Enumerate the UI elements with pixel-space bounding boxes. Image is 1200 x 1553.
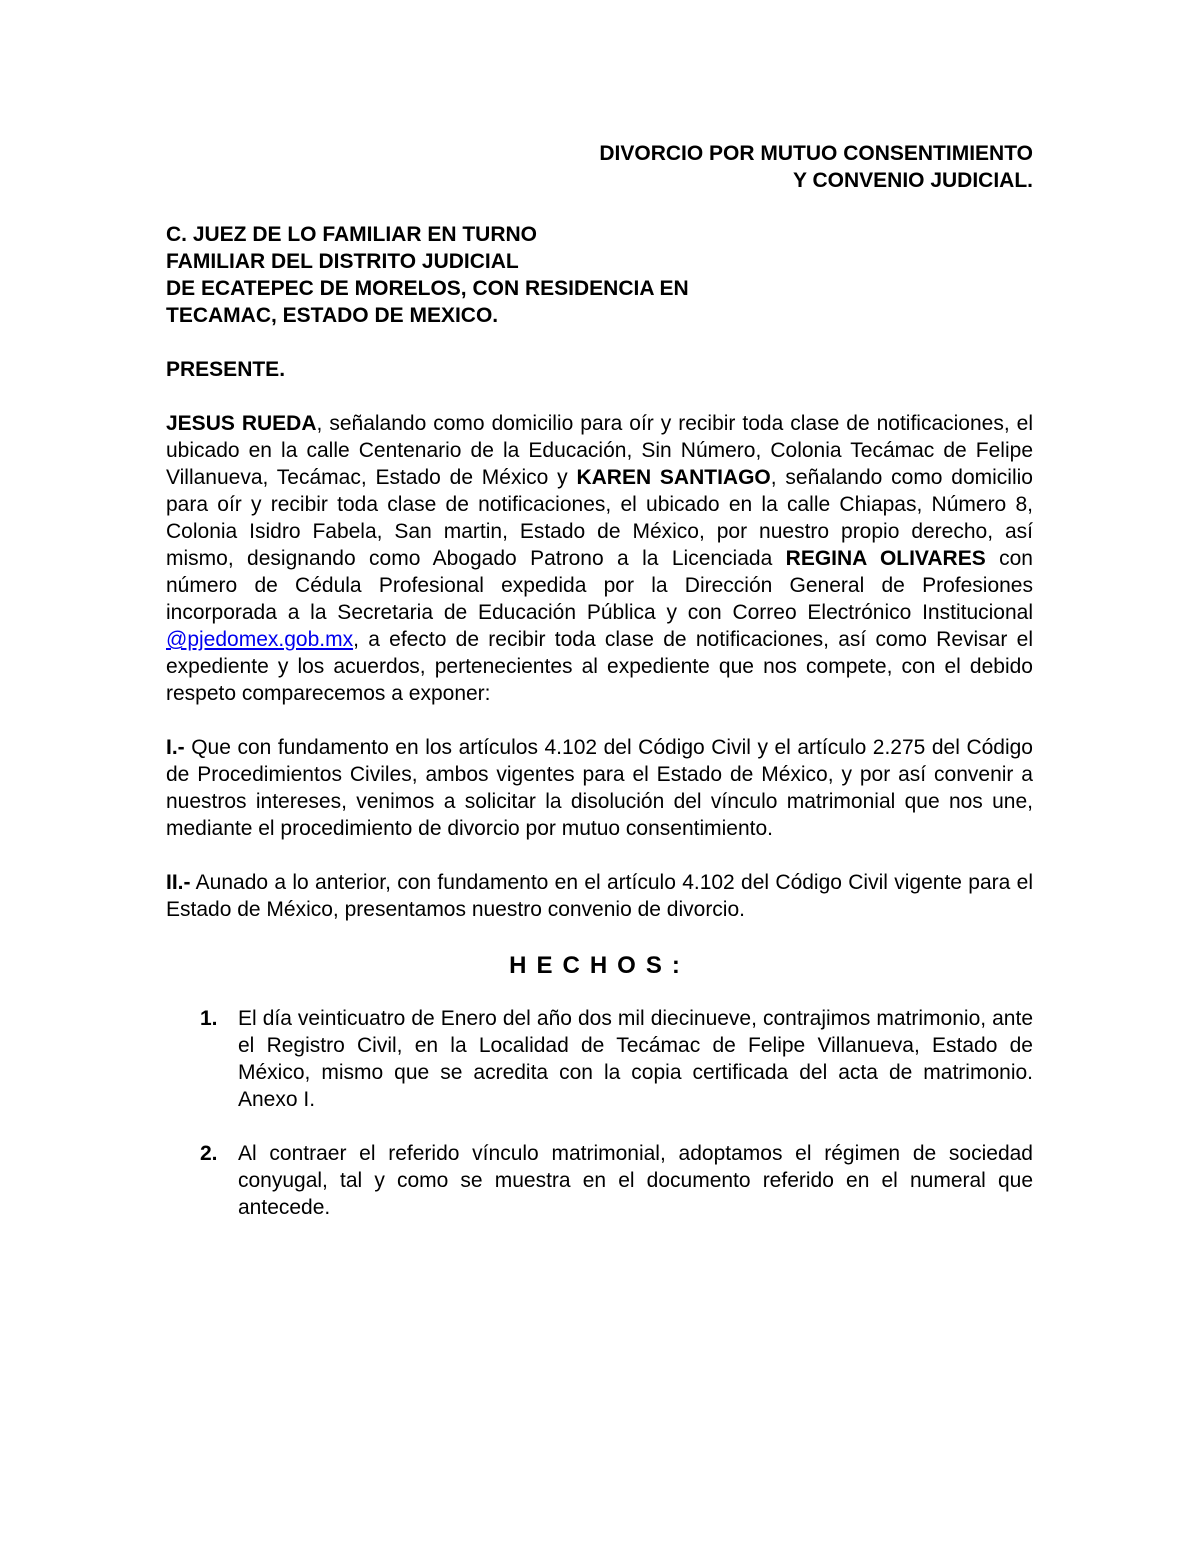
intro-paragraph [166,410,1033,707]
point-1-label: I.- [166,736,185,759]
hechos-item-text: El día veinticuatro de Enero del año dos mil diecinueve, contrajimos matrimonio, ante el Registro Civil, en la Localidad de Tecámac de Felipe Villanueva, Estado de México, mismo que se acredita con la copia certificada del acta de matrimonio. Anexo I. [238,1007,1033,1111]
email-link[interactable]: @pjedomex.gob.mx [166,628,354,651]
hechos-item [166,1140,1033,1221]
addressee-line-2: FAMILIAR DEL DISTRITO JUDICIAL [166,250,519,273]
title-line-1: DIVORCIO POR MUTUO CONSENTIMIENTO [599,142,1033,165]
hechos-item-number: 2. [200,1142,218,1165]
title-line-2: Y CONVENIO JUDICIAL. [793,169,1033,192]
addressee-line-4: TECAMAC, ESTADO DE MEXICO. [166,304,499,327]
party-name-2: KAREN SANTIAGO [576,466,771,489]
present-heading: PRESENTE. [166,358,286,381]
document-body [166,140,1033,1248]
lawyer-name: REGINA OLIVARES [785,547,986,570]
addressee-line-1: C. JUEZ DE LO FAMILIAR EN TURNO [166,223,538,246]
addressee-block [166,221,1033,329]
intro-text-2: , señalando como domicilio para oír y recibir toda clase de notificaciones, el ubicado en la calle Chiapas, Número 8, Colonia Isidro Fabela, San martin, Estado de México, por nuestro propio derecho, así mismo, designando como Abogado Patrono a la Licenciada [166,466,1033,570]
party-name-1: JESUS RUEDA [166,412,317,435]
point-2-text: Aunado a lo anterior, con fundamento en el artículo 4.102 del Código Civil vigente para el Estado de México, presentamos nuestro convenio de divorcio. [166,871,1033,921]
point-1-text: Que con fundamento en los artículos 4.102 del Código Civil y el artículo 2.275 del Código de Procedimientos Civiles, ambos vigentes para el Estado de México, y por así convenir a nuestros intereses, venimos a solicitar la disolución del vínculo matrimonial que nos une, mediante el procedimiento de divorcio por mutuo consentimiento. [166,736,1033,840]
hechos-list [166,1005,1033,1221]
hechos-item [166,1005,1033,1113]
intro-text-3: con número de Cédula Profesional expedida por la Dirección General de Profesiones incorporada a la Secretaria de Educación Pública y con Correo Electrónico Institucional [166,547,1033,624]
intro-text-4: , a efecto de recibir toda clase de notificaciones, así como Revisar el expediente y los acuerdos, pertenecientes al expediente que nos compete, con el debido respeto comparecemos a exponer: [166,628,1033,705]
point-2-label: II.- [166,871,191,894]
hechos-item-text: Al contraer el referido vínculo matrimonial, adoptamos el régimen de sociedad conyugal, tal y como se muestra en el documento referido en el numeral que antecede. [238,1142,1033,1219]
point-1-paragraph [166,734,1033,842]
document-title [166,140,1033,194]
intro-text-1: , señalando como domicilio para oír y recibir toda clase de notificaciones, el ubicado en la calle Centenario de la Educación, Sin Número, Colonia Tecámac de Felipe Villanueva, Tecámac, Estado de México y [166,412,1034,489]
hechos-heading: HECHOS: [509,952,690,979]
addressee-line-3: DE ECATEPEC DE MORELOS, CON RESIDENCIA EN [166,277,689,300]
hechos-item-number: 1. [200,1007,218,1030]
point-2-paragraph [166,869,1033,923]
